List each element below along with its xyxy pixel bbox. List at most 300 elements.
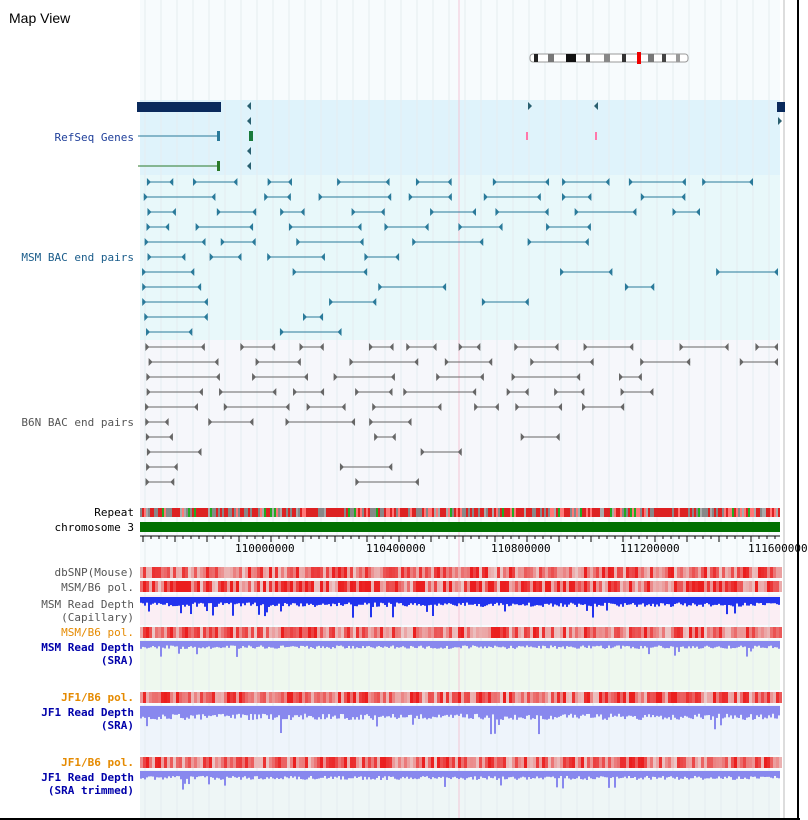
read-depth-bar: [760, 706, 762, 715]
polymorphism-bin: [275, 567, 278, 578]
polymorphism-bin: [149, 757, 152, 768]
read-depth-bar: [430, 706, 432, 719]
read-depth-bar: [556, 641, 558, 649]
repeat-element: [346, 508, 348, 517]
repeat-element: [522, 508, 524, 517]
polymorphism-bin: [602, 757, 605, 768]
read-depth-bar: [540, 771, 542, 778]
read-depth-bar: [424, 641, 426, 649]
polymorphism-bin: [185, 581, 188, 592]
repeat-element: [318, 508, 320, 517]
read-depth-bar: [326, 597, 328, 605]
read-depth-bar: [292, 641, 294, 646]
read-depth-bar: [672, 641, 674, 647]
read-depth-bar: [352, 641, 354, 646]
read-depth-bar: [226, 597, 228, 603]
read-depth-bar: [376, 771, 378, 778]
read-depth-bar: [640, 597, 642, 605]
polymorphism-bin: [449, 692, 452, 703]
read-depth-bar: [562, 597, 564, 607]
polymorphism-bin: [200, 581, 203, 592]
polymorphism-bin: [773, 627, 776, 638]
polymorphism-bin: [377, 757, 380, 768]
repeat-element: [688, 508, 690, 517]
polymorphism-bin: [746, 757, 749, 768]
polymorphism-bin: [254, 757, 257, 768]
polymorphism-bin: [191, 757, 194, 768]
read-depth-bar: [590, 771, 592, 778]
polymorphism-bin: [473, 692, 476, 703]
read-depth-bar: [534, 597, 536, 606]
read-depth-bar: [696, 641, 698, 647]
read-depth-bar: [530, 597, 532, 607]
read-depth-bar: [198, 597, 200, 604]
polymorphism-bin: [215, 581, 218, 592]
repeat-element: [654, 508, 656, 517]
polymorphism-bin: [548, 692, 551, 703]
read-depth-bar: [658, 597, 660, 606]
repeat-element: [528, 508, 530, 517]
polymorphism-bin: [257, 692, 260, 703]
repeat-element: [476, 508, 478, 517]
polymorphism-bin: [680, 692, 683, 703]
repeat-element: [386, 508, 388, 517]
read-depth-bar: [414, 771, 416, 778]
polymorphism-bin: [293, 627, 296, 638]
read-depth-bar: [492, 597, 494, 606]
polymorphism-bin: [569, 757, 572, 768]
repeat-element: [684, 508, 686, 517]
read-depth-bar: [600, 706, 602, 714]
polymorphism-bin: [542, 567, 545, 578]
read-depth-bar: [698, 771, 700, 777]
repeat-element: [548, 508, 550, 517]
polymorphism-bin: [377, 692, 380, 703]
repeat-element: [596, 508, 598, 517]
polymorphism-bin: [488, 692, 491, 703]
repeat-element: [224, 508, 226, 517]
polymorphism-bin: [191, 692, 194, 703]
read-depth-bar: [640, 641, 642, 646]
read-depth-bar: [146, 771, 148, 777]
read-depth-bar: [642, 597, 644, 603]
read-depth-bar: [176, 771, 178, 776]
read-depth-bar: [374, 771, 376, 780]
read-depth-bar: [700, 706, 702, 718]
polymorphism-bin: [239, 581, 242, 592]
polymorphism-bin: [770, 567, 773, 578]
polymorphism-bin: [698, 567, 701, 578]
polymorphism-bin: [776, 627, 779, 638]
read-depth-bar: [264, 641, 266, 649]
polymorphism-bin: [761, 692, 764, 703]
polymorphism-bin: [533, 692, 536, 703]
read-depth-bar: [716, 771, 718, 778]
polymorphism-bin: [491, 567, 494, 578]
repeat-element: [670, 508, 672, 517]
read-depth-bar: [736, 706, 738, 717]
polymorphism-bin: [146, 757, 149, 768]
polymorphism-bin: [305, 692, 308, 703]
polymorphism-bin: [323, 627, 326, 638]
polymorphism-bin: [437, 567, 440, 578]
polymorphism-bin: [446, 581, 449, 592]
repeat-element: [692, 508, 694, 517]
polymorphism-bin: [284, 567, 287, 578]
read-depth-bar: [318, 597, 320, 605]
polymorphism-bin: [578, 627, 581, 638]
read-depth-bar: [634, 597, 636, 605]
read-depth-bar: [684, 771, 686, 777]
polymorphism-bin: [629, 757, 632, 768]
read-depth-bar: [428, 597, 430, 605]
read-depth-bar: [612, 641, 614, 648]
read-depth-bar: [346, 706, 348, 718]
polymorphism-bin: [776, 757, 779, 768]
read-depth-bar: [240, 641, 242, 648]
polymorphism-bin: [755, 692, 758, 703]
read-depth-bar: [156, 641, 158, 648]
read-depth-bar: [536, 771, 538, 776]
polymorphism-bin: [557, 757, 560, 768]
repeat-element: [262, 508, 264, 517]
read-depth-bar: [284, 641, 286, 647]
read-depth-bar: [438, 706, 440, 715]
read-depth-bar: [428, 641, 430, 646]
read-depth-bar: [372, 706, 374, 720]
read-depth-bar: [182, 597, 184, 605]
polymorphism-bin: [386, 692, 389, 703]
read-depth-bar: [164, 706, 166, 716]
read-depth-bar: [584, 641, 586, 647]
read-depth-bar: [206, 597, 208, 611]
track-label-msm-bac: MSM BAC end pairs: [21, 251, 134, 264]
polymorphism-bin: [728, 567, 731, 578]
polymorphism-bin: [644, 627, 647, 638]
read-depth-bar: [250, 771, 252, 780]
repeat-element: [328, 508, 330, 517]
read-depth-bar: [236, 706, 238, 714]
polymorphism-bin: [257, 627, 260, 638]
repeat-element: [776, 508, 778, 517]
read-depth-bar: [386, 641, 388, 647]
read-depth-bar: [188, 641, 190, 647]
read-depth-bar: [426, 771, 428, 776]
read-depth-bar: [470, 706, 472, 718]
read-depth-bar: [470, 771, 472, 777]
polymorphism-bin: [509, 692, 512, 703]
polymorphism-bin: [491, 581, 494, 592]
track-label-jf1-depth-sra-sub: (SRA): [100, 719, 134, 732]
read-depth-bar: [208, 597, 210, 603]
read-depth-bar: [168, 597, 170, 606]
read-depth-bar: [244, 771, 246, 776]
read-depth-bar: [500, 706, 502, 719]
read-depth-bar: [698, 706, 700, 714]
polymorphism-bin: [161, 581, 164, 592]
polymorphism-bin: [524, 581, 527, 592]
polymorphism-bin: [308, 757, 311, 768]
read-depth-bar: [646, 706, 648, 717]
read-depth-bar: [220, 597, 222, 603]
read-depth-bar: [620, 706, 622, 717]
read-depth-bar: [186, 597, 188, 605]
read-depth-bar: [644, 771, 646, 777]
read-depth-bar: [572, 597, 574, 604]
polymorphism-bin: [617, 692, 620, 703]
polymorphism-bin: [206, 581, 209, 592]
polymorphism-bin: [530, 581, 533, 592]
read-depth-bar: [198, 771, 200, 776]
polymorphism-bin: [728, 627, 731, 638]
read-depth-bar: [270, 597, 272, 606]
polymorphism-bin: [353, 757, 356, 768]
polymorphism-bin: [470, 627, 473, 638]
read-depth-bar: [752, 771, 754, 777]
read-depth-bar: [246, 771, 248, 779]
read-depth-bar: [146, 706, 148, 726]
polymorphism-bin: [284, 627, 287, 638]
read-depth-bar: [568, 771, 570, 778]
repeat-element: [758, 508, 760, 517]
read-depth-bar: [238, 706, 240, 714]
read-depth-bar: [530, 641, 532, 647]
polymorphism-bin: [635, 581, 638, 592]
polymorphism-bin: [740, 567, 743, 578]
polymorphism-bin: [593, 757, 596, 768]
polymorphism-bin: [770, 692, 773, 703]
polymorphism-bin: [764, 627, 767, 638]
read-depth-bar: [286, 641, 288, 647]
read-depth-bar: [758, 641, 760, 646]
polymorphism-bin: [701, 567, 704, 578]
read-depth-bar: [460, 771, 462, 778]
polymorphism-bin: [341, 567, 344, 578]
polymorphism-bin: [179, 627, 182, 638]
polymorphism-bin: [236, 757, 239, 768]
read-depth-bar: [516, 597, 518, 604]
repeat-element: [738, 508, 740, 517]
polymorphism-bin: [257, 567, 260, 578]
polymorphism-bin: [209, 692, 212, 703]
read-depth-bar: [716, 706, 718, 718]
read-depth-bar: [778, 641, 780, 649]
polymorphism-bin: [671, 567, 674, 578]
polymorphism-bin: [713, 757, 716, 768]
polymorphism-bin: [332, 567, 335, 578]
repeat-element: [526, 508, 528, 517]
polymorphism-bin: [266, 757, 269, 768]
read-depth-bar: [148, 641, 150, 648]
repeat-element: [362, 508, 364, 517]
polymorphism-bin: [767, 567, 770, 578]
read-depth-bar: [670, 706, 672, 720]
read-depth-bar: [572, 771, 574, 779]
read-depth-bar: [564, 597, 566, 605]
polymorphism-bin: [578, 567, 581, 578]
polymorphism-bin: [368, 581, 371, 592]
read-depth-bar: [514, 771, 516, 779]
polymorphism-bin: [308, 567, 311, 578]
read-depth-bar: [398, 641, 400, 648]
repeat-element: [276, 508, 278, 517]
read-depth-bar: [772, 771, 774, 778]
read-depth-bar: [768, 597, 770, 603]
read-depth-bar: [508, 597, 510, 606]
read-depth-bar: [180, 771, 182, 779]
polymorphism-bin: [272, 627, 275, 638]
read-depth-bar: [152, 706, 154, 719]
repeat-element: [480, 508, 482, 517]
repeat-element: [172, 508, 174, 517]
polymorphism-bin: [599, 581, 602, 592]
read-depth-bar: [606, 771, 608, 777]
read-depth-bar: [630, 641, 632, 648]
polymorphism-bin: [449, 581, 452, 592]
read-depth-bar: [580, 771, 582, 779]
repeat-element: [234, 508, 236, 517]
polymorphism-bin: [149, 692, 152, 703]
read-depth-bar: [316, 641, 318, 647]
repeat-element: [278, 508, 280, 517]
polymorphism-bin: [512, 757, 515, 768]
read-depth-bar: [690, 706, 692, 718]
read-depth-bar: [238, 597, 240, 603]
repeat-element: [152, 508, 154, 517]
polymorphism-bin: [407, 757, 410, 768]
read-depth-bar: [436, 771, 438, 779]
read-depth-bar: [156, 706, 158, 720]
read-depth-bar: [580, 641, 582, 646]
track-label-jf1-b6-pol-1: JF1/B6 pol.: [61, 691, 134, 704]
polymorphism-bin: [521, 692, 524, 703]
polymorphism-bin: [431, 627, 434, 638]
read-depth-bar: [362, 706, 364, 719]
read-depth-bar: [396, 771, 398, 779]
polymorphism-bin: [602, 567, 605, 578]
read-depth-bar: [258, 706, 260, 715]
read-depth-bar: [632, 771, 634, 778]
refseq-gene-exon: [595, 132, 597, 140]
read-depth-bar: [660, 706, 662, 716]
read-depth-bar: [654, 641, 656, 647]
polymorphism-bin: [722, 567, 725, 578]
read-depth-bar: [242, 706, 244, 714]
repeat-element: [300, 508, 302, 517]
read-depth-bar: [484, 771, 486, 778]
polymorphism-bin: [623, 757, 626, 768]
polymorphism-bin: [368, 627, 371, 638]
polymorphism-bin: [569, 692, 572, 703]
read-depth-bar: [742, 706, 744, 719]
read-depth-bar: [544, 706, 546, 719]
read-depth-bar: [554, 771, 556, 778]
read-depth-bar: [194, 597, 196, 603]
read-depth-bar: [686, 706, 688, 717]
read-depth-bar: [652, 641, 654, 647]
polymorphism-bin: [221, 692, 224, 703]
repeat-element: [732, 508, 734, 517]
read-depth-bar: [166, 706, 168, 719]
polymorphism-bin: [539, 757, 542, 768]
read-depth-bar: [660, 641, 662, 646]
polymorphism-bin: [545, 627, 548, 638]
repeat-element: [628, 508, 630, 517]
polymorphism-bin: [704, 627, 707, 638]
polymorphism-bin: [752, 692, 755, 703]
polymorphism-bin: [740, 692, 743, 703]
repeat-element: [250, 508, 252, 517]
polymorphism-bin: [740, 627, 743, 638]
read-depth-bar: [702, 706, 704, 719]
read-depth-bar: [222, 771, 224, 779]
polymorphism-bin: [749, 567, 752, 578]
polymorphism-bin: [143, 757, 146, 768]
polymorphism-bin: [659, 627, 662, 638]
polymorphism-bin: [665, 692, 668, 703]
read-depth-bar: [208, 641, 210, 646]
read-depth-bar: [554, 706, 556, 717]
read-depth-bar: [454, 706, 456, 715]
repeat-element: [516, 508, 518, 517]
polymorphism-bin: [401, 581, 404, 592]
polymorphism-bin: [605, 757, 608, 768]
polymorphism-bin: [440, 627, 443, 638]
read-depth-bar: [280, 641, 282, 646]
read-depth-bar: [354, 641, 356, 649]
read-depth-bar: [318, 641, 320, 646]
read-depth-bar: [550, 597, 552, 603]
read-depth-bar: [750, 706, 752, 714]
polymorphism-bin: [515, 757, 518, 768]
read-depth-bar: [460, 706, 462, 714]
read-depth-bar: [364, 641, 366, 648]
polymorphism-bin: [695, 567, 698, 578]
read-depth-bar: [680, 597, 682, 604]
repeat-element: [232, 508, 234, 517]
repeat-element: [466, 508, 468, 517]
read-depth-bar: [204, 641, 206, 648]
polymorphism-bin: [758, 567, 761, 578]
read-depth-bar: [770, 641, 772, 646]
polymorphism-bin: [236, 581, 239, 592]
polymorphism-bin: [557, 692, 560, 703]
read-depth-bar: [742, 641, 744, 647]
repeat-element: [446, 508, 448, 517]
polymorphism-bin: [173, 581, 176, 592]
polymorphism-bin: [209, 627, 212, 638]
read-depth-bar: [720, 706, 722, 725]
polymorphism-bin: [167, 627, 170, 638]
read-depth-bar: [212, 597, 214, 615]
read-depth-bar: [276, 641, 278, 649]
read-depth-bar: [304, 597, 306, 606]
read-depth-bar: [762, 771, 764, 777]
polymorphism-bin: [503, 581, 506, 592]
polymorphism-bin: [350, 581, 353, 592]
read-depth-bar: [362, 597, 364, 605]
polymorphism-bin: [191, 581, 194, 592]
polymorphism-bin: [395, 757, 398, 768]
polymorphism-bin: [197, 692, 200, 703]
polymorphism-bin: [719, 581, 722, 592]
read-depth-bar: [388, 771, 390, 776]
read-depth-bar: [756, 597, 758, 603]
read-depth-bar: [680, 771, 682, 779]
read-depth-bar: [204, 706, 206, 716]
polymorphism-bin: [317, 627, 320, 638]
read-depth-bar: [688, 597, 690, 605]
